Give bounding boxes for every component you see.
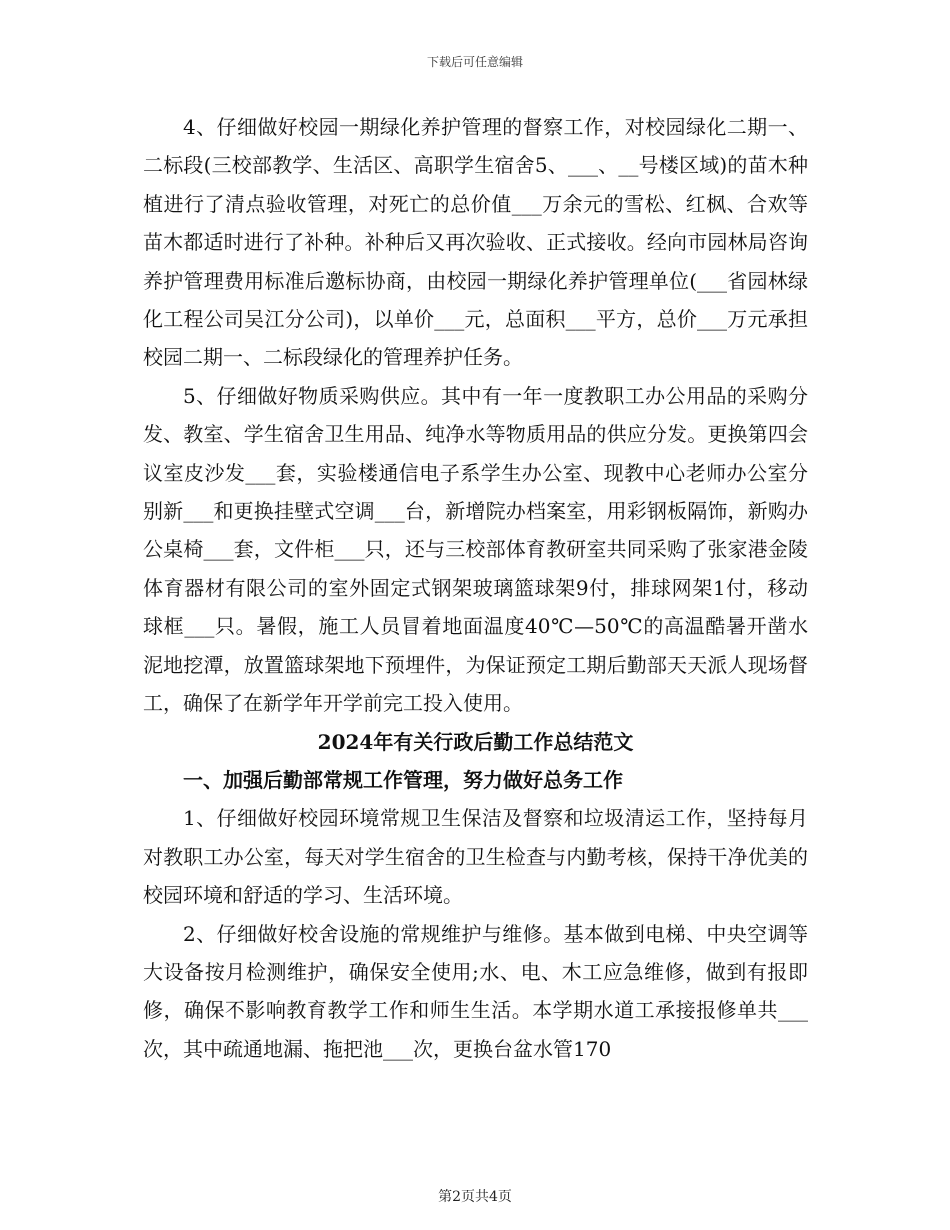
document-body bbox=[143, 108, 808, 1068]
section-heading-1: 一、加强后勤部常规工作管理，努力做好总务工作 bbox=[183, 767, 623, 792]
page-header: 下载后可任意编辑 bbox=[426, 55, 523, 69]
page-footer: 第2页共4页 bbox=[438, 1189, 512, 1205]
section-1-paragraph-1: 1、仔细做好校园环境常规卫生保洁及督察和垃圾清运工作，坚持每月对教职工办公室，每天对学生宿舍的卫生检查与内勤考核，保持干净优美的校园环境和舒适的学习、生活环境。 bbox=[143, 806, 808, 908]
document-title: 2024年有关行政后勤工作总结范文 bbox=[317, 729, 634, 754]
paragraph-4: 4、仔细做好校园一期绿化养护管理的督察工作，对校园绿化二期一、二标段(三校部教学、生活区、高职学生宿舍5、___、__号楼区域)的苗木种植进行了清点验收管理，对死亡的总价值___万余元的雪松、红枫、合欢等苗木都适时进行了补种。补种后又再次验收、正式接收。经向市园林局咨询养护管理费用标准后邀标协商，由校园一期绿化养护管理单位(___省园林绿化工程公司吴江分公司)，以单价___元，总面积___平方，总价___万元承担校园二期一、二标段绿化的管理养护任务。 bbox=[143, 115, 808, 370]
paragraph-5: 5、仔细做好物质采购供应。其中有一年一度教职工办公用品的采购分发、教室、学生宿舍卫生用品、纯净水等物质用品的供应分发。更换第四会议室皮沙发___套，实验楼通信电子系学生办公室、现教中心老师办公室分别新___和更换挂壁式空调___台，新增院办档案室，用彩钢板隔饰，新购办公桌椅___套，文件柜___只，还与三校部体育教研室共同采购了张家港金陵体育器材有限公司的室外固定式钢架玻璃篮球架9付，排球网架1付，移动球框___只。暑假，施工人员冒着地面温度40℃—50℃的高温酷暑开凿水泥地挖潭，放置篮球架地下预埋件，为保证预定工期后勤部天天派人现场督工，确保了在新学年开学前完工投入使用。 bbox=[143, 383, 808, 716]
section-1-paragraph-2: 2、仔细做好校舍设施的常规维护与维修。基本做到电梯、中央空调等大设备按月检测维护，确保安全使用;水、电、木工应急维修，做到有报即修，确保不影响教育教学工作和师生生活。本学期水道工承接报修单共___次，其中疏通地漏、拖把池___次，更换台盆水管170 bbox=[143, 921, 808, 1061]
